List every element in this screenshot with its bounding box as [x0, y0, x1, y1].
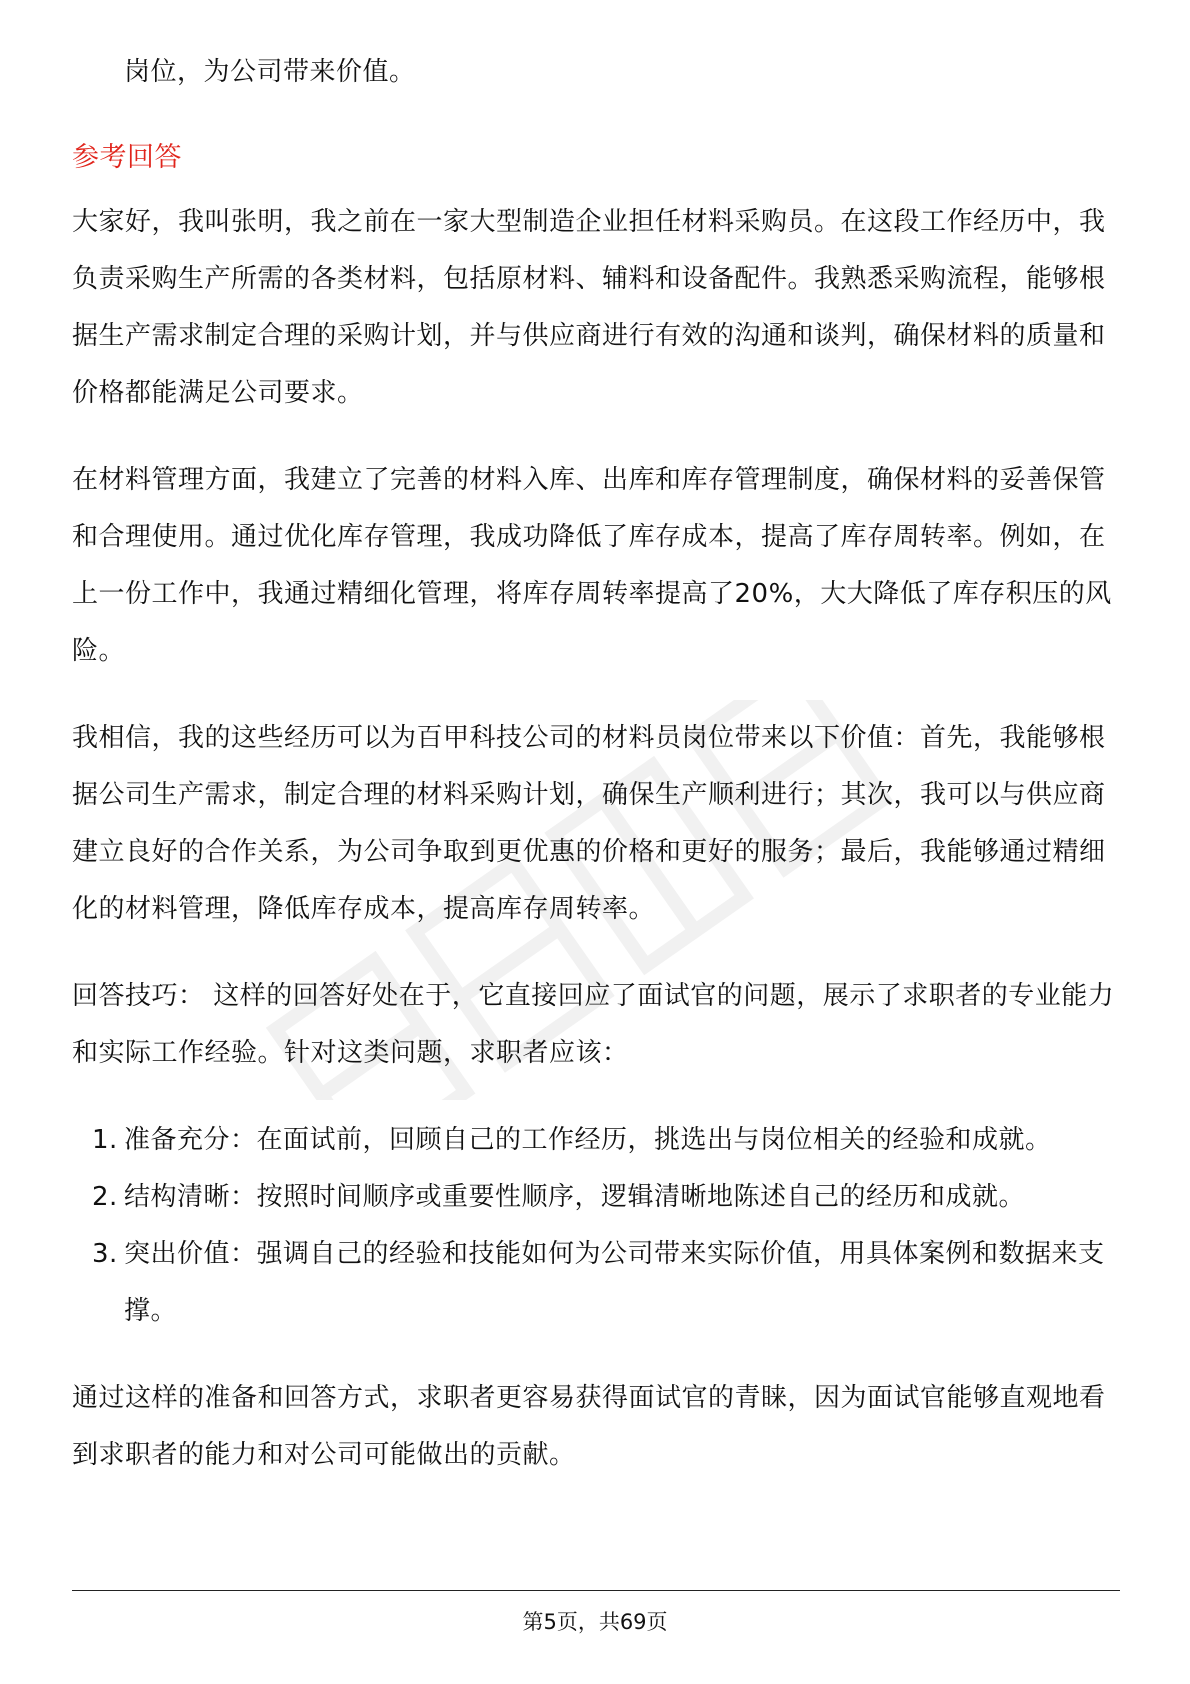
list-item-number: 1. — [92, 1125, 118, 1155]
intro-continuation: 岗位，为公司带来价值。 — [124, 57, 416, 87]
list-item-number: 3. — [92, 1239, 118, 1269]
paragraph-value: 我相信，我的这些经历可以为百甲科技公司的材料员岗位带来以下价值：首先，我能够根据公司生产需求，制定合理的材料采购计划，确保生产顺利进行；其次，我可以与供应商建立良好的合作关系，为公司争取到更优惠的价格和更好的服务；最后，我能够通过精细化的材料管理，降低库存成本，提高库存周转率。 — [72, 723, 1106, 924]
list-item-text: 结构清晰：按照时间顺序或重要性顺序，逻辑清晰地陈述自己的经历和成就。 — [124, 1182, 1026, 1212]
footer-divider — [72, 1590, 1120, 1591]
page-number: 第5页，共69页 — [522, 1610, 668, 1634]
list-item-text: 准备充分：在面试前，回顾自己的工作经历，挑选出与岗位相关的经验和成就。 — [124, 1125, 1052, 1155]
section-heading: 参考回答 — [72, 142, 182, 173]
paragraph-closing: 通过这样的准备和回答方式，求职者更容易获得面试官的青睐，因为面试官能够直观地看到求职者的能力和对公司可能做出的贡献。 — [72, 1383, 1106, 1470]
main-content — [72, 44, 1120, 1484]
tips-list — [72, 1112, 1120, 1340]
paragraph-tips-intro: 回答技巧： 这样的回答好处在于，它直接回应了面试官的问题，展示了求职者的专业能力和实际工作经验。针对这类问题，求职者应该： — [72, 981, 1115, 1068]
list-item — [72, 1226, 1120, 1340]
list-item-text: 突出价值：强调自己的经验和技能如何为公司带来实际价值，用具体案例和数据来支撑。 — [124, 1239, 1105, 1326]
list-item-number: 2. — [92, 1182, 118, 1212]
paragraph-experience: 大家好，我叫张明，我之前在一家大型制造企业担任材料采购员。在这段工作经历中，我负责采购生产所需的各类材料，包括原材料、辅料和设备配件。我熟悉采购流程，能够根据生产需求制定合理的采购计划，并与供应商进行有效的沟通和谈判，确保材料的质量和价格都能满足公司要求。 — [72, 207, 1106, 408]
paragraph-management: 在材料管理方面，我建立了完善的材料入库、出库和库存管理制度，确保材料的妥善保管和合理使用。通过优化库存管理，我成功降低了库存成本，提高了库存周转率。例如，在上一份工作中，我通过精细化管理，将库存周转率提高了20%，大大降低了库存积压的风险。 — [72, 465, 1112, 666]
list-item — [72, 1169, 1120, 1226]
list-item — [72, 1112, 1120, 1169]
